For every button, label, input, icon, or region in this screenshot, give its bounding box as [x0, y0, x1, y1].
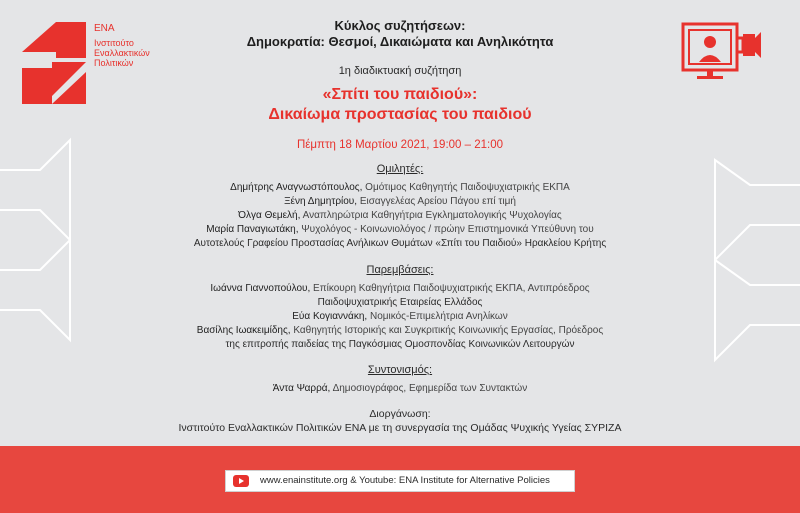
org-name-line3: Πολιτικών [94, 58, 134, 68]
video-call-icon [681, 22, 761, 84]
intervention-row [100, 282, 700, 295]
intervention-row [150, 310, 650, 323]
org-name-line2: Εναλλακτικών [94, 48, 150, 58]
org-brand: ΕΝΑ [94, 23, 115, 34]
speaker-name: Ξένη Δημητρίου, [284, 196, 358, 207]
intervention-role: Επίκουρη Καθηγήτρια Παιδοψυχιατρικής ΕΚΠΑ, Αντιπρόεδρος [310, 283, 590, 294]
event-title-line2: Δικαίωμα προστασίας του παιδιού [268, 106, 532, 123]
seminar-label: 1η διαδικτυακή συζήτηση [338, 65, 462, 77]
series-title-line2: Δημοκρατία: Θεσμοί, Δικαιώματα και Ανηλικότητα [246, 34, 554, 49]
speaker-role-continuation: Αυτοτελούς Γραφείου Προστασίας Ανήλικων Θυμάτων «Σπίτι του Παιδιού» Ηρακλείου Κρήτης [193, 238, 607, 249]
right-outline-arrow-icon [705, 140, 800, 390]
speaker-role: Ομότιμος Καθηγητής Παιδοψυχιατρικής ΕΚΠΑ [362, 182, 570, 193]
intervention-name: Βασίλης Ιωακειμίδης, [196, 325, 291, 336]
website-link[interactable] [225, 470, 575, 492]
moderator-role: Δημοσιογράφος, Εφημερίδα των Συντακτών [330, 383, 528, 394]
youtube-icon [233, 475, 249, 487]
intervention-row [100, 324, 700, 337]
speaker-row [150, 209, 650, 222]
intervention-role-continuation: Παιδοψυχιατρικής Εταιρείας Ελλάδος [317, 297, 483, 308]
ena-logo-icon [22, 22, 86, 104]
speaker-name: Όλγα Θεμελή, [238, 210, 301, 221]
organizer-text: Ινστιτούτο Εναλλακτικών Πολιτικών ΕΝΑ με τη συνεργασία της Ομάδας Ψυχικής Υγείας ΣΥΡΙΖΑ [178, 422, 622, 434]
moderator-row [150, 382, 650, 395]
series-title-line1: Κύκλος συζητήσεων: [334, 18, 466, 33]
intervention-name: Ιωάννα Γιαννοπούλου, [210, 283, 311, 294]
moderator-name: Άντα Ψαρρά, [272, 383, 331, 394]
speaker-name: Μαρία Παναγιωτάκη, [206, 224, 299, 235]
intervention-name: Εύα Κογιαννάκη, [292, 311, 368, 322]
intervention-role: Καθηγητής Ιστορικής και Συγκριτικής Κοινωνικής Εργασίας, Πρόεδρος [290, 325, 604, 336]
org-name-line1: Ινστιτούτο [94, 38, 134, 48]
event-title [150, 85, 650, 125]
moderator-heading: Συντονισμός: [367, 364, 433, 376]
speaker-row [150, 181, 650, 194]
intervention-role: Νομικός-Επιμελήτρια Ανηλίκων [367, 311, 508, 322]
org-name [94, 24, 150, 68]
speaker-row [150, 223, 650, 236]
series-title [150, 18, 650, 50]
interventions-heading: Παρεμβάσεις: [366, 264, 434, 276]
intervention-role-continuation: της επιτροπής παιδείας της Παγκόσμιας Ομοσπονδίας Κοινωνικών Λειτουργών [225, 339, 575, 350]
organizer-heading: Διοργάνωση: [369, 408, 431, 420]
speaker-name: Δημήτρης Αναγνωστόπουλος, [230, 182, 363, 193]
speaker-row [150, 195, 650, 208]
event-title-line1: «Σπίτι του παιδιού»: [322, 86, 478, 103]
speaker-role: Εισαγγελέας Αρείου Πάγου επί τιμή [357, 196, 516, 207]
speaker-role: Αναπληρώτρια Καθηγήτρια Εγκληματολογικής Ψυχολογίας [300, 210, 562, 221]
website-link-text[interactable]: www.enainstitute.org & Youtube: ENA Institute for Alternative Policies [260, 475, 550, 486]
left-outline-arrow-icon [0, 130, 90, 380]
speaker-role: Ψυχολόγος - Κοινωνιολόγος / πρώην Επιστημονικά Υπεύθυνη του [298, 224, 594, 235]
speakers-heading: Ομιλητές: [376, 163, 424, 175]
event-date: Πέμπτη 18 Μαρτίου 2021, 19:00 – 21:00 [296, 139, 503, 151]
